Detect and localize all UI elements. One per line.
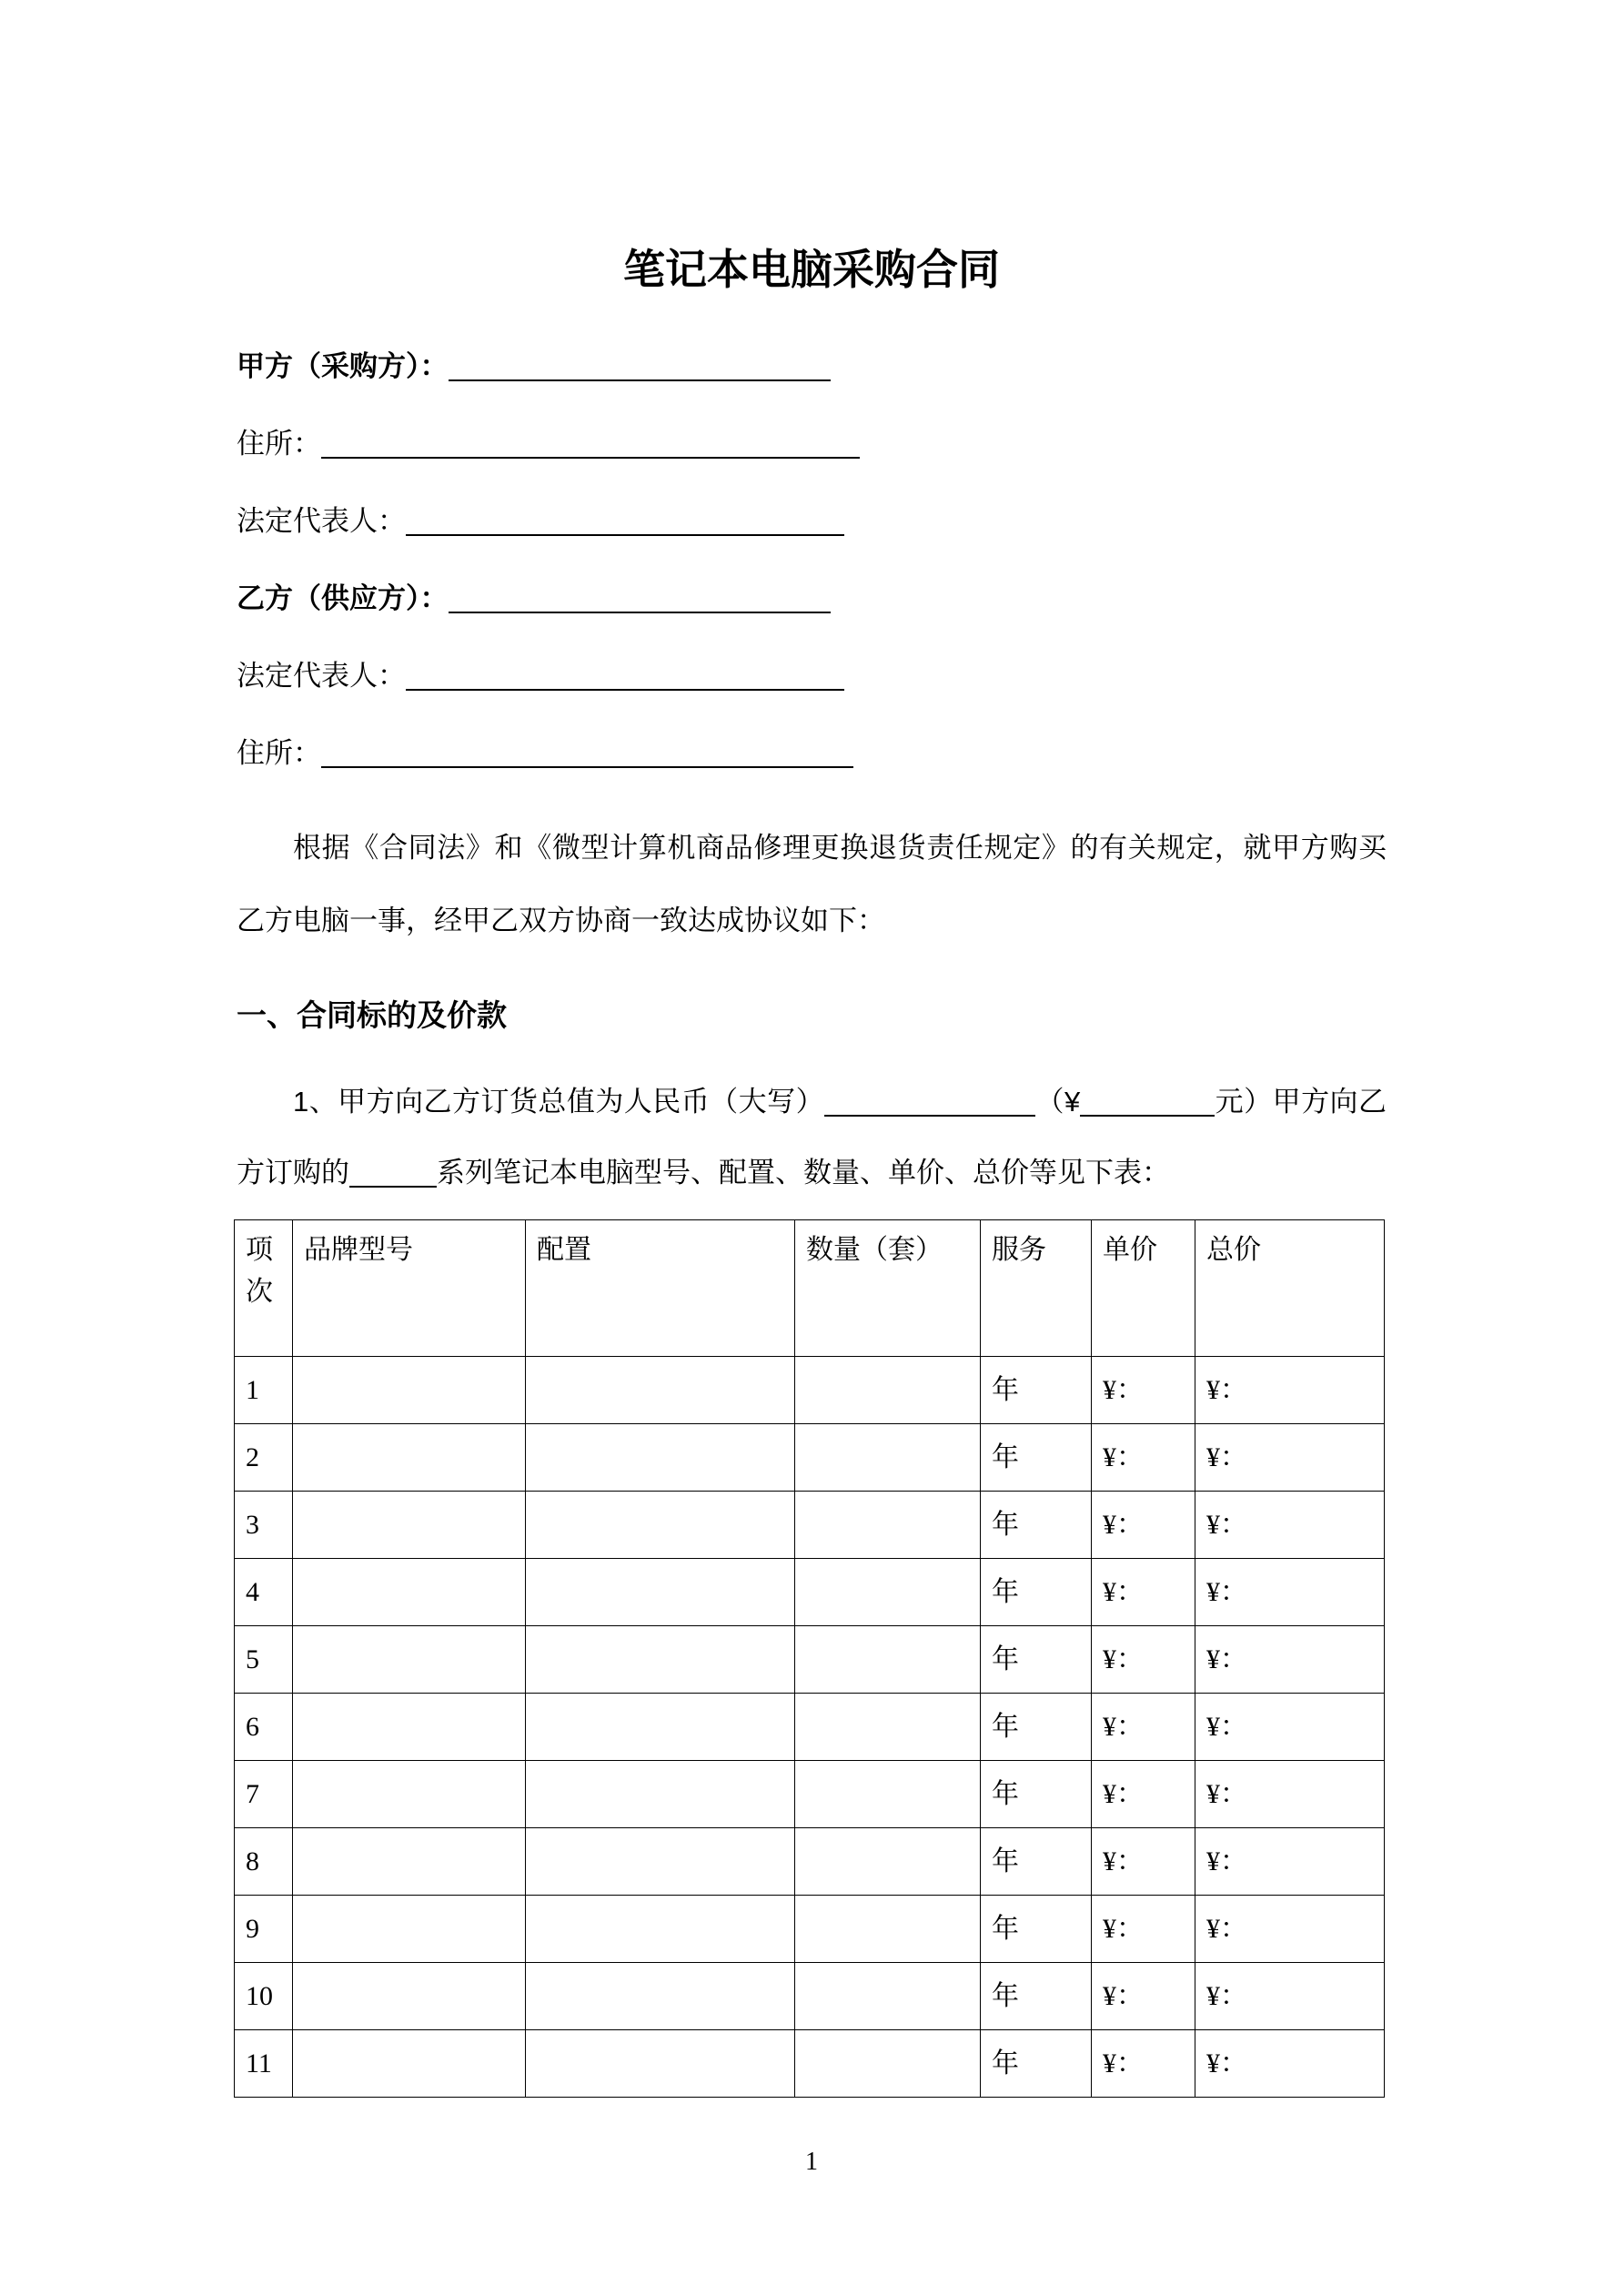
table-cell-brand xyxy=(293,1492,526,1559)
table-cell-brand xyxy=(293,1896,526,1963)
table-cell-config xyxy=(526,1424,795,1492)
table-cell-index: 6 xyxy=(235,1694,293,1761)
table-cell-brand xyxy=(293,1626,526,1694)
table-cell-index: 2 xyxy=(235,1424,293,1492)
table-cell-unit-price: ¥： xyxy=(1092,1963,1195,2030)
table-cell-service: 年 xyxy=(981,1896,1092,1963)
table-cell-service: 年 xyxy=(981,1761,1092,1828)
party-a-label: 甲方（采购方）： xyxy=(237,350,449,382)
table-cell-brand xyxy=(293,1963,526,2030)
party-a-legal-rep-label: 法定代表人： xyxy=(237,505,406,537)
price-table xyxy=(234,1219,1385,2098)
table-cell-total-price: ¥： xyxy=(1195,1828,1385,1896)
section-1-heading: 一、合同标的及价款 xyxy=(237,998,507,1032)
party-a-address-label: 住所： xyxy=(237,428,321,460)
clause-1-text-1: 1、甲方向乙方订货总值为人民币（大写） xyxy=(293,1086,825,1118)
clause-1-paragraph xyxy=(237,1067,1387,1209)
table-cell-brand xyxy=(293,1424,526,1492)
table-cell-config xyxy=(526,1559,795,1626)
party-a-legal-rep-blank[interactable] xyxy=(406,508,844,536)
table-cell-index: 3 xyxy=(235,1492,293,1559)
party-b-legal-rep-label: 法定代表人： xyxy=(237,660,406,692)
table-row xyxy=(235,1828,1385,1896)
table-cell-brand xyxy=(293,1357,526,1424)
table-cell-total-price: ¥： xyxy=(1195,1963,1385,2030)
document-title: 笔记本电脑采购合同 xyxy=(623,246,1000,293)
table-cell-total-price: ¥： xyxy=(1195,1492,1385,1559)
table-cell-quantity xyxy=(795,1424,981,1492)
table-row xyxy=(235,1357,1385,1424)
clause-1-text-3: 元）甲方向乙方订购的 xyxy=(237,1086,1387,1188)
clause-1-text-2: （¥ xyxy=(1035,1086,1081,1118)
clause-1-text-4: 系列笔记本电脑型号、配置、数量、单价、总价等见下表： xyxy=(437,1157,1170,1188)
table-cell-unit-price: ¥： xyxy=(1092,1761,1195,1828)
table-cell-service: 年 xyxy=(981,1357,1092,1424)
table-cell-config xyxy=(526,1492,795,1559)
table-cell-brand xyxy=(293,1828,526,1896)
table-cell-unit-price: ¥： xyxy=(1092,1357,1195,1424)
table-cell-total-price: ¥： xyxy=(1195,1896,1385,1963)
col-header-configuration: 配置 xyxy=(526,1220,795,1357)
table-cell-config xyxy=(526,1963,795,2030)
table-cell-config xyxy=(526,1828,795,1896)
table-row xyxy=(235,1626,1385,1694)
table-cell-config xyxy=(526,1626,795,1694)
col-header-unit-price: 单价 xyxy=(1092,1220,1195,1357)
table-row xyxy=(235,2030,1385,2098)
table-cell-service: 年 xyxy=(981,1492,1092,1559)
table-row xyxy=(235,1694,1385,1761)
table-cell-service: 年 xyxy=(981,1828,1092,1896)
col-header-brand-model: 品牌型号 xyxy=(293,1220,526,1357)
amount-in-figures-blank[interactable] xyxy=(1080,1088,1215,1117)
table-cell-quantity xyxy=(795,1492,981,1559)
table-cell-index: 9 xyxy=(235,1896,293,1963)
table-cell-service: 年 xyxy=(981,1424,1092,1492)
intro-paragraph: 根据《合同法》和《微型计算机商品修理更换退货责任规定》的有关规定，就甲方购买乙方电脑一事，经甲乙双方协商一致达成协议如下： xyxy=(237,832,1387,936)
col-header-total-price: 总价 xyxy=(1195,1220,1385,1357)
table-body xyxy=(235,1357,1385,2098)
party-b-address-line xyxy=(237,734,1387,773)
table-header-row xyxy=(235,1220,1385,1357)
table-row xyxy=(235,1963,1385,2030)
table-cell-index: 11 xyxy=(235,2030,293,2098)
table-cell-service: 年 xyxy=(981,2030,1092,2098)
amount-in-words-blank[interactable] xyxy=(824,1088,1035,1117)
table-cell-quantity xyxy=(795,1357,981,1424)
party-b-legal-rep-blank[interactable] xyxy=(406,663,844,691)
table-cell-index: 10 xyxy=(235,1963,293,2030)
table-cell-quantity xyxy=(795,1559,981,1626)
table-row xyxy=(235,1559,1385,1626)
table-cell-quantity xyxy=(795,1828,981,1896)
table-cell-total-price: ¥： xyxy=(1195,1694,1385,1761)
party-a-blank[interactable] xyxy=(449,353,831,381)
party-b-label: 乙方（供应方）： xyxy=(237,582,449,614)
table-cell-index: 4 xyxy=(235,1559,293,1626)
table-cell-service: 年 xyxy=(981,1626,1092,1694)
table-cell-quantity xyxy=(795,1896,981,1963)
party-b-line xyxy=(237,580,1387,618)
table-cell-service: 年 xyxy=(981,1559,1092,1626)
table-cell-config xyxy=(526,2030,795,2098)
col-header-item-no: 项次 xyxy=(235,1220,293,1357)
table-cell-quantity xyxy=(795,1626,981,1694)
table-cell-quantity xyxy=(795,1963,981,2030)
table-cell-index: 7 xyxy=(235,1761,293,1828)
table-cell-unit-price: ¥： xyxy=(1092,1559,1195,1626)
table-cell-unit-price: ¥： xyxy=(1092,1626,1195,1694)
table-row xyxy=(235,1492,1385,1559)
col-header-quantity: 数量（套） xyxy=(795,1220,981,1357)
table-cell-unit-price: ¥： xyxy=(1092,1828,1195,1896)
table-cell-quantity xyxy=(795,1694,981,1761)
table-cell-total-price: ¥： xyxy=(1195,1357,1385,1424)
table-cell-quantity xyxy=(795,1761,981,1828)
party-a-legal-rep-line xyxy=(237,502,1387,541)
table-cell-service: 年 xyxy=(981,1963,1092,2030)
table-cell-total-price: ¥： xyxy=(1195,1424,1385,1492)
party-a-address-line xyxy=(237,425,1387,463)
table-cell-config xyxy=(526,1357,795,1424)
party-a-address-blank[interactable] xyxy=(321,430,860,459)
table-cell-total-price: ¥： xyxy=(1195,2030,1385,2098)
table-cell-unit-price: ¥： xyxy=(1092,1492,1195,1559)
table-cell-total-price: ¥： xyxy=(1195,1626,1385,1694)
table-cell-config xyxy=(526,1761,795,1828)
table-cell-index: 8 xyxy=(235,1828,293,1896)
party-b-address-blank[interactable] xyxy=(321,740,853,768)
table-cell-total-price: ¥： xyxy=(1195,1559,1385,1626)
table-cell-total-price: ¥： xyxy=(1195,1761,1385,1828)
table-cell-unit-price: ¥： xyxy=(1092,1424,1195,1492)
table-cell-index: 1 xyxy=(235,1357,293,1424)
party-a-line xyxy=(237,348,1387,386)
table-cell-service: 年 xyxy=(981,1694,1092,1761)
table-cell-quantity xyxy=(795,2030,981,2098)
table-row xyxy=(235,1761,1385,1828)
table-cell-index: 5 xyxy=(235,1626,293,1694)
table-cell-brand xyxy=(293,2030,526,2098)
table-cell-unit-price: ¥： xyxy=(1092,1694,1195,1761)
page-number: 1 xyxy=(805,2148,818,2176)
table-cell-brand xyxy=(293,1559,526,1626)
table-cell-unit-price: ¥： xyxy=(1092,2030,1195,2098)
party-b-blank[interactable] xyxy=(449,585,831,613)
table-row xyxy=(235,1896,1385,1963)
table-cell-config xyxy=(526,1694,795,1761)
col-header-service: 服务 xyxy=(981,1220,1092,1357)
table-cell-brand xyxy=(293,1694,526,1761)
table-cell-unit-price: ¥： xyxy=(1092,1896,1195,1963)
series-name-blank[interactable] xyxy=(349,1159,437,1188)
table-cell-brand xyxy=(293,1761,526,1828)
party-b-legal-rep-line xyxy=(237,657,1387,695)
table-row xyxy=(235,1424,1385,1492)
party-b-address-label: 住所： xyxy=(237,737,321,769)
table-cell-config xyxy=(526,1896,795,1963)
